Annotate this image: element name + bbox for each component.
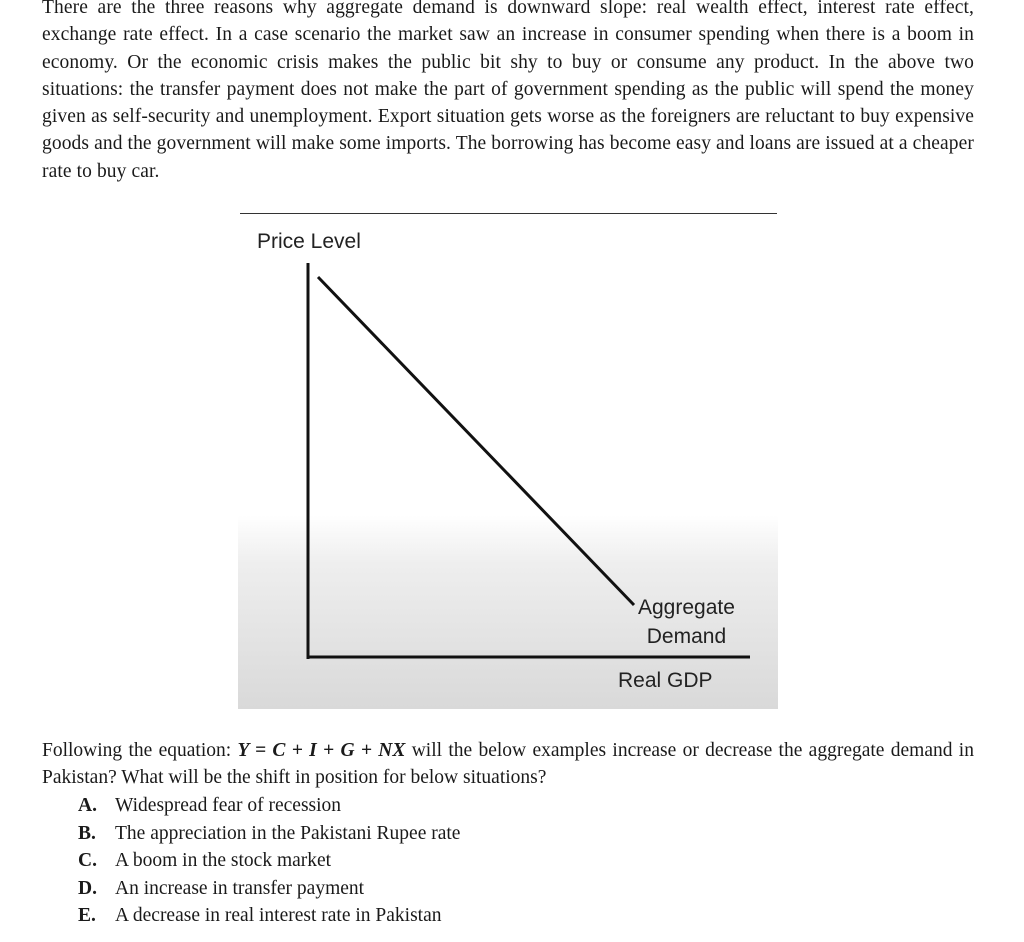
option-letter: C. bbox=[78, 850, 97, 871]
option-text: An increase in transfer payment bbox=[115, 877, 365, 899]
option-text: Widespread fear of recession bbox=[115, 795, 342, 816]
option-text: The appreciation in the Pakistani Rupee rate bbox=[115, 822, 461, 844]
option-letter: B. bbox=[78, 822, 96, 844]
intro-paragraph: There are the three reasons why aggregate demand is downward slope: real wealth effect, interest rate effect, exchange rate effect. In a case scenario the market saw an increase in consumer spending when there is a boom in economy. Or the economic crisis makes the public bit shy to buy or consume any product. In the above two situations: the transfer payment does not make the part of government spending as the public will spend the money given as self-security and unemployment. Export situation gets worse as the foreigners are reluctant to buy expensive goods and the government will make some imports. The borrowing has become easy and loans are issued at a cheaper rate to buy car. bbox=[42, 0, 974, 182]
option-letter: D. bbox=[78, 877, 97, 899]
question-paragraph bbox=[42, 737, 974, 792]
curve-label-line-1: Aggregate bbox=[638, 596, 735, 619]
question-prefix: Following the equation: bbox=[42, 740, 238, 761]
option-letter: E. bbox=[78, 905, 96, 926]
list-item bbox=[78, 820, 460, 848]
option-letter: A. bbox=[78, 795, 97, 816]
aggregate-demand-chart bbox=[238, 225, 778, 709]
equation: Y = C + I + G + NX bbox=[237, 740, 406, 761]
y-axis-label: Price Level bbox=[257, 230, 361, 253]
aggregate-demand-curve bbox=[318, 277, 634, 605]
list-item bbox=[78, 847, 460, 875]
list-item bbox=[78, 902, 460, 930]
option-text: A boom in the stock market bbox=[115, 850, 332, 871]
curve-label bbox=[638, 593, 735, 651]
option-text: A decrease in real interest rate in Pakistan bbox=[115, 905, 442, 926]
options-list bbox=[78, 792, 460, 930]
curve-label-line-2: Demand bbox=[646, 625, 727, 648]
question-suffix: will the below examples increase or decrease the aggregate demand in Pakistan? What will be the shift in position for below situations? bbox=[42, 740, 974, 789]
divider-line bbox=[240, 213, 777, 214]
list-item bbox=[78, 875, 460, 903]
list-item bbox=[78, 792, 460, 820]
x-axis-label: Real GDP bbox=[618, 669, 713, 692]
